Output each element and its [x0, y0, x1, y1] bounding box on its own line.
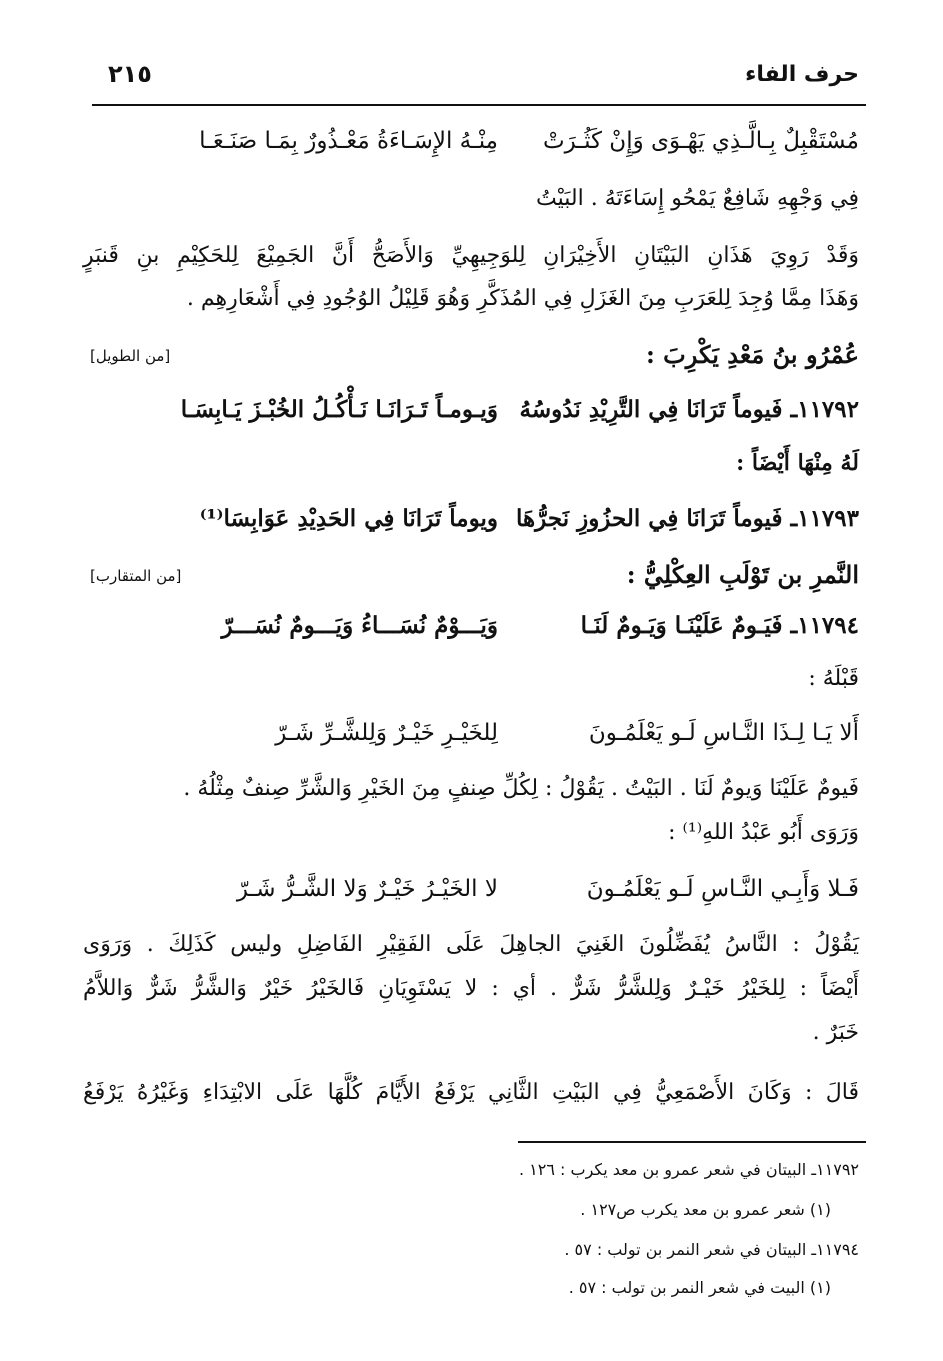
paragraph-3-line-1: يَقُوْلُ : النَّاسُ يُفَضِّلُونَ الغَنِيَ الجاهِلَ عَلَى الفَقِيْرِ الفَاضِلِ وليس كَذَلِكَ . وَرَوَى [83, 932, 859, 957]
page-number: ٢١٥ [108, 60, 152, 88]
verse-11794-left-hemistich: وَيَـــوْمٌ نُسَـــاءُ وَيَـــومٌ نُسَـــرّ [221, 612, 498, 639]
paragraph-1-line-1: وَقَدْ رَوِيَ هَذَانِ البَيْتَانِ الأَخِيْرَانِ لِلوَجِيهِيِّ وَالأَصَحُّ أَنَّ الجَمِيْعَ لِلحَكِيْمِ بنِ قَنبَرٍ [83, 243, 859, 268]
paragraph-2-line-1: فَيومٌ عَلَيْنَا وَيومٌ لَنَا . البَيْتُ . يَقُوْلُ : لِكُلِّ صِنفٍ مِنَ الخَيْرِ وَالشَّرِّ صِنفٌ مِثْلُهُ . [183, 776, 859, 801]
section-title: حرف الفاء [745, 62, 859, 87]
paragraph-2-line-2: وَرَوَى أَبُو عَبْدُ اللهِ⁽¹⁾ : [668, 820, 859, 845]
footnote-11794-sub-1: (١) البيت في شعر النمر بن تولب : ٥٧ . [568, 1278, 831, 1297]
paragraph-3-line-2: أَيْضَاً : لِلخَيْرُ خَيْـرٌ وَلِلشَّرُّ شَرٌّ . أي : لا يَسْتَوِيَانِ فَالخَيْرُ خَيْرٌ وَالشَّرُّ شَرٌّ وَاللاَّمُ [83, 976, 859, 1001]
verse-continuation-line: فِي وَجْهِهِ شَافِعٌ يَمْحُو إِسَاءَتَهُ . البَيْتُ [536, 186, 859, 211]
paragraph-3-line-3: خَبَرٌ . [812, 1020, 859, 1045]
paragraph-4-line-1: قَالَ : وَكَانَ الأَصْمَعِيُّ فِي البَيْتِ الثَّانِي يَرْفَعُ الأَيَّامَ كُلَّهَا عَلَى الابْتِدَاءِ وَغَيْرُهُ يَرْفَعُ [83, 1080, 859, 1105]
footnote-11792-sub-1: (١) شعر عمرو بن معد يكرب ص١٢٧ . [580, 1200, 831, 1219]
verse-1-left-hemistich: مِنْـهُ الإِسَـاءَةُ مَعْـذُورٌ بِمَـا صَنَـعَـا [199, 128, 498, 154]
intro-11793: لَهُ مِنْهَا أَيْضَاً : [736, 450, 859, 476]
verse-11793-right-hemistich: ١١٧٩٣ـ فَيوماً تَرَانَا فِي الحزُوزِ نَجرُّهَا [516, 505, 859, 532]
verse-preceding-right-hemistich: أَلا يَـا لِـذَا النَّـاسِ لَـو يَعْلَمُـونَ [588, 720, 859, 746]
poet-heading-amr: عُمْرُو بنُ مَعْدِ يَكْرِبَ : [645, 340, 859, 369]
before-it-label: قَبْلَهُ : [808, 666, 859, 691]
footnote-11794: ١١٧٩٤ـ البيتان في شعر النمر بن تولب : ٥٧ . [564, 1240, 859, 1259]
meter-label-mutaqarib: [من المتقارب] [90, 567, 182, 585]
paragraph-1-line-2: وَهَذَا مِمَّا وُجِدَ لِلعَرَبِ مِنَ الغَزَلِ فِي المُذَكَّرِ وَهُوَ قَلِيْلُ الوُجُودِ فِي أَشْعَارِهِم . [186, 286, 859, 311]
verse-variant-left-hemistich: لا الخَيْـرُ خَيْـرٌ وَلا الشَّـرُّ شَـرّ [236, 876, 498, 902]
verse-11794-right-hemistich: ١١٧٩٤ـ فَيَـومٌ عَلَيْنَـا وَيَـومٌ لَنَـا [580, 612, 859, 639]
footnote-11792: ١١٧٩٢ـ البيتان في شعر عمرو بن معد يكرب : ١٢٦ . [519, 1160, 859, 1179]
verse-1-right-hemistich: مُسْتَقْبِلٌ بِـالَّـذِي يَهْـوَى وَإِنْ كَثُـرَتْ [543, 128, 859, 154]
poet-heading-namir: النَّمرِ بن تَوْلَبِ العِكْلِيُّ : [626, 560, 859, 589]
meter-label-tawil: [من الطويل] [90, 347, 171, 365]
header-rule [92, 104, 866, 106]
verse-11793-left-hemistich: ويوماً تَرَانَا فِي الحَدِيْدِ عَوَابِسَا⁽¹⁾ [199, 505, 498, 532]
verse-preceding-left-hemistich: لِلخَيْـرِ خَيْـرٌ وَلِلشَّـرِّ شَـرّ [275, 720, 498, 746]
verse-11792-left-hemistich: وَيـومـاً تَـرَانَـا نَـأْكُـلُ الخُبْـزَ يَـابِسَـا [180, 396, 498, 423]
verse-11792-right-hemistich: ١١٧٩٢ـ فَيوماً تَرَانَا فِي التَّرِيْدِ نَدُوسُهُ [519, 396, 859, 423]
verse-variant-right-hemistich: فَـلا وَأَبِـي النَّـاسِ لَـو يَعْلَمُـونَ [586, 876, 859, 902]
footnote-separator [518, 1141, 866, 1143]
